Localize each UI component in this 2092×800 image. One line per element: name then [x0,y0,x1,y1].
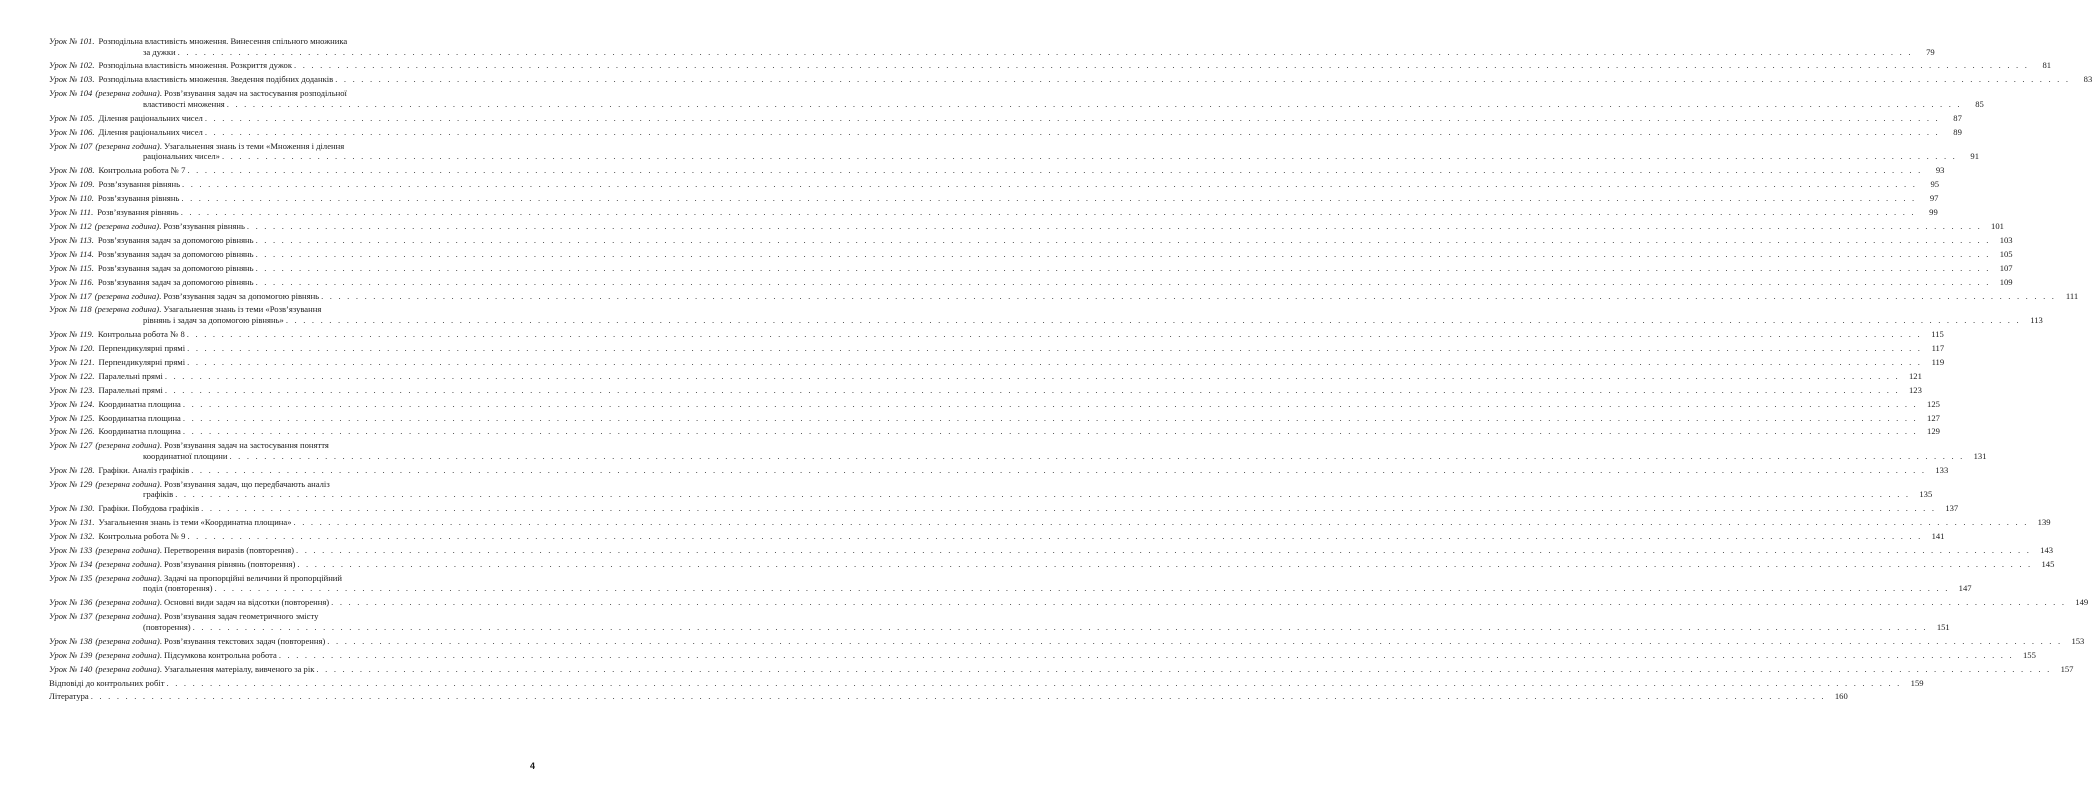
dot-leader: . . . . . . . . . . . . . . . . . . . . . . . . . . . . . . . . . . . . . . . . . . . . . . . . . . . . . . . . . . . . . . . . . . . . . . . . . . . . . . . . . . . . . . . . . . . . . . . . . . . . . . . . . . . . . . . . . . . . . . . . . . . . . . . . . . . . . . . . . . . . . . . . . . . . . . . . . . . . . . . . . . . . . . . . . . . . . . . . . . . . . . . . . . . . . . . . . . . . . . . . [182,179,1918,189]
entry-title: Паралельні прямі [98,384,163,395]
entry-title: Координатна площина [98,398,181,409]
lesson-label: Урок № 108. [49,165,95,176]
toc-entry [49,60,2052,71]
entry-title: . Розв’язування задач на застосування розподільної [159,88,347,99]
toc-entry [49,342,1945,354]
page-ref: 159 [1910,677,1924,688]
lesson-label: Урок № 131. [49,517,95,528]
page-ref: 99 [1929,206,1938,217]
page-ref: 89 [1953,126,1962,137]
toc-entry [49,663,2074,675]
page-ref: 85 [1975,98,1984,109]
toc-entry [49,304,2043,325]
reserve-hour-note: (резервна година) [94,304,160,315]
lesson-label: Урок № 122. [49,370,95,381]
dot-leader: . . . . . . . . . . . . . . . . . . . . . . . . . . . . . . . . . . . . . . . . . . . . . . . . . . . . . . . . . . . . . . . . . . . . . . . . . . . . . . . . . . . . . . . . . . . . . . . . . . . . . . . . . . . . . . . . . . . . . . . . . . . . . . . . . . . . . . . . . . . . . . . . . . . . . . . . . . . . . . . . . . . . . . . . . . . . . . . . . . . . . . . . . . . . . . . . . . . . . . . . [182,398,1918,409]
toc-entry [49,464,1949,476]
dot-leader: . . . . . . . . . . . . . . . . . . . . . . . . . . . . . . . . . . . . . . . . . . . . . . . . . . . . . . . . . . . . . . . . . . . . . . . . . . . . . . . . . . . . . . . . . . . . . . . . . . . . . . . . . . . . . . . . . . . . . . . . . . . . . . . . . . . . . . . . . . . . . . . . . . . . . . . . . . . . . . . . . . . . . . . . . . . . . . . . . . . . . . . . . . . . . . . . . . . . . . . . [175,489,1911,500]
entry-title-continued: за дужки [143,46,176,57]
entry-title: Розв’язування рівнянь [98,179,181,189]
entry-title-continued: (повторення) [143,621,191,632]
lesson-label: Урок № 133 [49,545,93,555]
dot-leader: . . . . . . . . . . . . . . . . . . . . . . . . . . . . . . . . . . . . . . . . . . . . . . . . . . . . . . . . . . . . . . . . . . . . . . . . . . . . . . . . . . . . . . . . . . . . . . . . . . . . . . . . . . . . . . . . . . . . . . . . . . . . . . . . . . . . . . . . . . . . . . . . . . . . . . . . . . . . . . . . . . . . . . . . . . . . . . . . . . . . . . . . . . . . . . . . . . . . . . . . [181,192,1917,203]
dot-leader: . . . . . . . . . . . . . . . . . . . . . . . . . . . . . . . . . . . . . . . . . . . . . . . . . . . . . . . . . . . . . . . . . . . . . . . . . . . . . . . . . . . . . . . . . . . . . . . . . . . . . . . . . . . . . . . . . . . . . . . . . . . . . . . . . . . . . . . . . . . . . . . . . . . . . . . . . . . . . . . . . . . . . . . . . . . . . . . . . . . . . . . . . . . . . . . . . . . . . . . . [166,677,1902,688]
entry-title: . Розв’язування задач, що передбачають аналіз [159,478,330,489]
dot-leader: . . . . . . . . . . . . . . . . . . . . . . . . . . . . . . . . . . . . . . . . . . . . . . . . . . . . . . . . . . . . . . . . . . . . . . . . . . . . . . . . . . . . . . . . . . . . . . . . . . . . . . . . . . . . . . . . . . . . . . . . . . . . . . . . . . . . . . . . . . . . . . . . . . . . . . . . . . . . . . . . . . . . . . . . . . . . . . . . . . . . . . . . . . . . . . . . . . . . . . . . [255,262,1991,273]
dot-leader: . . . . . . . . . . . . . . . . . . . . . . . . . . . . . . . . . . . . . . . . . . . . . . . . . . . . . . . . . . . . . . . . . . . . . . . . . . . . . . . . . . . . . . . . . . . . . . . . . . . . . . . . . . . . . . . . . . . . . . . . . . . . . . . . . . . . . . . . . . . . . . . . . . . . . . . . . . . . . . . . . . . . . . . . . . . . . . . . . . . . . . . . . . . . . . . . . . . . . . . . [293,517,2029,528]
page-ref: 103 [1999,234,2013,245]
page-ref: 127 [1927,412,1940,423]
toc-entry [49,74,2092,85]
dot-leader: . . . . . . . . . . . . . . . . . . . . . . . . . . . . . . . . . . . . . . . . . . . . . . . . . . . . . . . . . . . . . . . . . . . . . . . . . . . . . . . . . . . . . . . . . . . . . . . . . . . . . . . . . . . . . . . . . . . . . . . . . . . . . . . . . . . . . . . . . . . . . . . . . . . . . . . . . . . . . . . . . . . . . . . . . . . . . . . . . . . . . . . . . . . . . . . . . . . . . . . . [316,663,2052,674]
entry-title: Розв’язування задач за допомогою рівнянь [97,248,254,259]
entry-title: Паралельні прямі [98,370,163,381]
page-ref: 149 [2075,597,2089,608]
page-ref: 141 [1931,531,1945,542]
entry-title: Розв’язування рівнянь [97,206,179,217]
entry-title: Контрольна робота № 7 [98,165,186,176]
entry-title: Розподільна властивість множення. Зведення подібних доданків [98,74,334,85]
lesson-label: Урок № 102. [49,60,95,71]
page-ref: 117 [1931,342,1945,353]
lesson-label: Урок № 139 [49,649,93,660]
dot-leader: . . . . . . . . . . . . . . . . . . . . . . . . . . . . . . . . . . . . . . . . . . . . . . . . . . . . . . . . . . . . . . . . . . . . . . . . . . . . . . . . . . . . . . . . . . . . . . . . . . . . . . . . . . . . . . . . . . . . . . . . . . . . . . . . . . . . . . . . . . . . . . . . . . . . . . . . . . . . . . . . . . . . . . . . . . . . . . . . . . . . . . . . . . . . . . . . . . . . . . . . [285,314,2021,325]
dot-leader: . . . . . . . . . . . . . . . . . . . . . . . . . . . . . . . . . . . . . . . . . . . . . . . . . . . . . . . . . . . . . . . . . . . . . . . . . . . . . . . . . . . . . . . . . . . . . . . . . . . . . . . . . . . . . . . . . . . . . . . . . . . . . . . . . . . . . . . . . . . . . . . . . . . . . . . . . . . . . . . . . . . . . . . . . . . . . . . . . . . . . . . . . . . . . . . . . . . . . . . . [255,248,1991,259]
reserve-hour-note: (резервна година) [95,545,160,555]
toc-entry [49,112,1962,124]
dot-leader: . . . . . . . . . . . . . . . . . . . . . . . . . . . . . . . . . . . . . . . . . . . . . . . . . . . . . . . . . . . . . . . . . . . . . . . . . . . . . . . . . . . . . . . . . . . . . . . . . . . . . . . . . . . . . . . . . . . . . . . . . . . . . . . . . . . . . . . . . . . . . . . . . . . . . . . . . . . . . . . . . . . . . . . . . . . . . . . . . . . . . . . . . . . . . . . . . . . . . . . . [187,531,1923,542]
dot-leader: . . . . . . . . . . . . . . . . . . . . . . . . . . . . . . . . . . . . . . . . . . . . . . . . . . . . . . . . . . . . . . . . . . . . . . . . . . . . . . . . . . . . . . . . . . . . . . . . . . . . . . . . . . . . . . . . . . . . . . . . . . . . . . . . . . . . . . . . . . . . . . . . . . . . . . . . . . . . . . . . . . . . . . . . . . . . . . . . . . . . . . . . . . . . . . . . . . . . . . . . [192,621,1928,632]
lesson-label: Урок № 136 [49,597,93,608]
toc-entry [49,426,1940,437]
lesson-label: Урок № 107 [49,140,93,151]
page-ref: 131 [1973,450,1987,461]
lesson-label: Урок № 115. [49,262,94,273]
lesson-label: Урок № 135 [49,572,93,583]
lesson-label: Урок № 129 [49,478,93,489]
dot-leader: . . . . . . . . . . . . . . . . . . . . . . . . . . . . . . . . . . . . . . . . . . . . . . . . . . . . . . . . . . . . . . . . . . . . . . . . . . . . . . . . . . . . . . . . . . . . . . . . . . . . . . . . . . . . . . . . . . . . . . . . . . . . . . . . . . . . . . . . . . . . . . . . . . . . . . . . . . . . . . . . . . . . . . . . . . . . . . . . . . . . . . . . . . . . . . . . . . . . . . . . [187,356,1923,367]
reserve-hour-note: (резервна година) [95,635,160,646]
lesson-label: Урок № 134 [49,558,93,569]
page-ref: 79 [1926,46,1935,57]
page-ref: 155 [2022,649,2036,660]
lesson-label: Урок № 120. [49,342,95,353]
dot-leader: . . . . . . . . . . . . . . . . . . . . . . . . . . . . . . . . . . . . . . . . . . . . . . . . . . . . . . . . . . . . . . . . . . . . . . . . . . . . . . . . . . . . . . . . . . . . . . . . . . . . . . . . . . . . . . . . . . . . . . . . . . . . . . . . . . . . . . . . . . . . . . . . . . . . . . . . . . . . . . . . . . . . . . . . . . . . . . . . . . . . . . . . . . . . . . . . . . . . . . . . [294,60,2030,71]
lesson-label: Урок № 101. [49,36,95,46]
toc-entry [49,126,1962,138]
reserve-hour-note: (резервна година) [95,140,160,151]
dot-leader: . . . . . . . . . . . . . . . . . . . . . . . . . . . . . . . . . . . . . . . . . . . . . . . . . . . . . . . . . . . . . . . . . . . . . . . . . . . . . . . . . . . . . . . . . . . . . . . . . . . . . . . . . . . . . . . . . . . . . . . . . . . . . . . . . . . . . . . . . . . . . . . . . . . . . . . . . . . . . . . . . . . . . . . . . . . . . . . . . . . . . . . . . . . . . . . . . . . . . . . . [204,112,1940,123]
lesson-label: Урок № 128. [49,464,95,475]
entry-title-continued: раціональних чисел» [143,151,220,162]
page-ref: 109 [1999,276,2013,287]
dot-leader: . . . . . . . . . . . . . . . . . . . . . . . . . . . . . . . . . . . . . . . . . . . . . . . . . . . . . . . . . . . . . . . . . . . . . . . . . . . . . . . . . . . . . . . . . . . . . . . . . . . . . . . . . . . . . . . . . . . . . . . . . . . . . . . . . . . . . . . . . . . . . . . . . . . . . . . . . . . . . . . . . . . . . . . . . . . . . . . . . . . . . . . . . . . . . . . . . . . . . . . . [255,276,1991,287]
dot-leader: . . . . . . . . . . . . . . . . . . . . . . . . . . . . . . . . . . . . . . . . . . . . . . . . . . . . . . . . . . . . . . . . . . . . . . . . . . . . . . . . . . . . . . . . . . . . . . . . . . . . . . . . . . . . . . . . . . . . . . . . . . . . . . . . . . . . . . . . . . . . . . . . . . . . . . . . . . . . . . . . . . . . . . . . . . . . . . . . . . . . . . . . . . . . . . . . . . . . . . . . [255,234,1991,245]
lesson-label: Урок № 110. [49,192,94,203]
lesson-label: Урок № 117 [49,290,92,301]
dot-leader: . . . . . . . . . . . . . . . . . . . . . . . . . . . . . . . . . . . . . . . . . . . . . . . . . . . . . . . . . . . . . . . . . . . . . . . . . . . . . . . . . . . . . . . . . . . . . . . . . . . . . . . . . . . . . . . . . . . . . . . . . . . . . . . . . . . . . . . . . . . . . . . . . . . . . . . . . . . . . . . . . . . . . . . . . . . . . . . . . . . . . . . . . . . . . . . . . . . . . . . . [191,464,1927,475]
dot-leader: . . . . . . . . . . . . . . . . . . . . . . . . . . . . . . . . . . . . . . . . . . . . . . . . . . . . . . . . . . . . . . . . . . . . . . . . . . . . . . . . . . . . . . . . . . . . . . . . . . . . . . . . . . . . . . . . . . . . . . . . . . . . . . . . . . . . . . . . . . . . . . . . . . . . . . . . . . . . . . . . . . . . . . . . . . . . . . . . . . . . . . . . . . . . . . . . . . . . . . . . [182,426,1918,437]
dot-leader: . . . . . . . . . . . . . . . . . . . . . . . . . . . . . . . . . . . . . . . . . . . . . . . . . . . . . . . . . . . . . . . . . . . . . . . . . . . . . . . . . . . . . . . . . . . . . . . . . . . . . . . . . . . . . . . . . . . . . . . . . . . . . . . . . . . . . . . . . . . . . . . . . . . . . . . . . . . . . . . . . . . . . . . . . . . . . . . . . . . . . . . . . . . . . . . . . . . . . . . . [180,206,1916,217]
page-ref: 107 [1999,262,2013,273]
reserve-hour-note: (резервна година) [95,649,160,660]
reserve-hour-note: (резервна година) [94,290,160,301]
toc-entry [49,88,1984,109]
toc-entry [49,478,1933,500]
dot-leader: . . . . . . . . . . . . . . . . . . . . . . . . . . . . . . . . . . . . . . . . . . . . . . . . . . . . . . . . . . . . . . . . . . . . . . . . . . . . . . . . . . . . . . . . . . . . . . . . . . . . . . . . . . . . . . . . . . . . . . . . . . . . . . . . . . . . . . . . . . . . . . . . . . . . . . . . . . . . . . . . . . . . . . . . . . . . . . . . . . . . . . . . . . . . . . . . . . . . . . . . [204,126,1940,137]
dot-leader: . . . . . . . . . . . . . . . . . . . . . . . . . . . . . . . . . . . . . . . . . . . . . . . . . . . . . . . . . . . . . . . . . . . . . . . . . . . . . . . . . . . . . . . . . . . . . . . . . . . . . . . . . . . . . . . . . . . . . . . . . . . . . . . . . . . . . . . . . . . . . . . . . . . . . . . . . . . . . . . . . . . . . . . . . . . . . . . . . . . . . . . . . . . . . . . . . . . . . . . . [201,503,1937,514]
reserve-hour-note: (резервна година) [95,611,160,622]
dot-leader: . . . . . . . . . . . . . . . . . . . . . . . . . . . . . . . . . . . . . . . . . . . . . . . . . . . . . . . . . . . . . . . . . . . . . . . . . . . . . . . . . . . . . . . . . . . . . . . . . . . . . . . . . . . . . . . . . . . . . . . . . . . . . . . . . . . . . . . . . . . . . . . . . . . . . . . . . . . . . . . . . . . . . . . . . . . . . . . . . . . . . . . . . . . . . . . . . . . . . . . . [229,450,1965,461]
lesson-label: Урок № 112 [49,220,92,231]
entry-title: . Розв’язування задач геометричного змісту [159,611,319,622]
page-ref: 137 [1945,503,1959,514]
entry-title: Розподільна властивість множення. Винесення спільного множника [98,36,348,46]
toc-entry [49,290,2079,302]
toc-entry [49,517,2051,528]
reserve-hour-note: (резервна година) [95,558,160,569]
entry-title: Координатна площина [98,412,181,423]
page-ref: 97 [1929,192,1939,203]
page-ref: 101 [1991,220,2004,231]
page-ref: 81 [2042,60,2052,71]
lesson-label: Урок № 125. [49,412,95,423]
lesson-label: Урок № 140 [49,663,93,674]
entry-title: . Розв’язування рівнянь (повторення) [159,558,296,569]
toc-entry [49,611,1950,632]
entry-title: Розв’язування рівнянь [97,192,180,203]
toc-entry [49,503,1959,514]
dot-leader: . . . . . . . . . . . . . . . . . . . . . . . . . . . . . . . . . . . . . . . . . . . . . . . . . . . . . . . . . . . . . . . . . . . . . . . . . . . . . . . . . . . . . . . . . . . . . . . . . . . . . . . . . . . . . . . . . . . . . . . . . . . . . . . . . . . . . . . . . . . . . . . . . . . . . . . . . . . . . . . . . . . . . . . . . . . . . . . . . . . . . . . . . . . . . . . . . . . . . . . . [177,46,1913,57]
lesson-label: Урок № 116. [49,276,94,287]
page-ref: 113 [2030,314,2043,325]
toc-entry [49,691,1848,702]
page-ref: 129 [1927,426,1940,437]
lesson-label: Урок № 106. [49,126,95,137]
toc-entry [49,276,2013,288]
entry-title-continued: властивості множення [143,98,225,109]
toc-entry [49,262,2013,274]
dot-leader: . . . . . . . . . . . . . . . . . . . . . . . . . . . . . . . . . . . . . . . . . . . . . . . . . . . . . . . . . . . . . . . . . . . . . . . . . . . . . . . . . . . . . . . . . . . . . . . . . . . . . . . . . . . . . . . . . . . . . . . . . . . . . . . . . . . . . . . . . . . . . . . . . . . . . . . . . . . . . . . . . . . . . . . . . . . . . . . . . . . . . . . . . . . . . . . . . . . . . . . . [296,545,2032,555]
entry-title: . Задачі на пропорційні величини й пропорційний [159,572,342,583]
toc-entry [49,440,1987,461]
toc-entry [49,356,1945,368]
page-ref: 160 [1834,691,1848,702]
entry-title: . Розв’язування рівнянь [159,220,245,231]
lesson-label: Урок № 127 [49,440,93,451]
page-ref: 111 [2065,290,2079,301]
lesson-label: Урок № 105. [49,112,95,123]
toc-entry [49,649,2036,661]
entry-title: Перпендикулярні прямі [98,356,186,367]
lesson-label: Урок № 123. [49,384,95,395]
dot-leader: . . . . . . . . . . . . . . . . . . . . . . . . . . . . . . . . . . . . . . . . . . . . . . . . . . . . . . . . . . . . . . . . . . . . . . . . . . . . . . . . . . . . . . . . . . . . . . . . . . . . . . . . . . . . . . . . . . . . . . . . . . . . . . . . . . . . . . . . . . . . . . . . . . . . . . . . . . . . . . . . . . . . . . . . . . . . . . . . . . . . . . . . . . . . . . . . . . . . . . . . [214,583,1950,594]
reserve-hour-note: (резервна година) [95,88,160,99]
entry-title: Контрольна робота № 9 [98,531,186,542]
page-ref: 135 [1919,489,1933,500]
page-ref: 133 [1935,464,1949,475]
entry-title: Ділення раціональних чисел [98,126,203,137]
toc-entry [49,384,1922,396]
reserve-hour-note: (резервна година) [94,220,160,231]
entry-title: Література [49,691,89,702]
toc-entry [49,677,1924,689]
lesson-label: Урок № 121. [49,356,95,367]
dot-leader: . . . . . . . . . . . . . . . . . . . . . . . . . . . . . . . . . . . . . . . . . . . . . . . . . . . . . . . . . . . . . . . . . . . . . . . . . . . . . . . . . . . . . . . . . . . . . . . . . . . . . . . . . . . . . . . . . . . . . . . . . . . . . . . . . . . . . . . . . . . . . . . . . . . . . . . . . . . . . . . . . . . . . . . . . . . . . . . . . . . . . . . . . . . . . . . . . . . . . . . . [187,165,1923,176]
lesson-label: Урок № 138 [49,635,93,646]
dot-leader: . . . . . . . . . . . . . . . . . . . . . . . . . . . . . . . . . . . . . . . . . . . . . . . . . . . . . . . . . . . . . . . . . . . . . . . . . . . . . . . . . . . . . . . . . . . . . . . . . . . . . . . . . . . . . . . . . . . . . . . . . . . . . . . . . . . . . . . . . . . . . . . . . . . . . . . . . . . . . . . . . . . . . . . . . . . . . . . . . . . . . . . . . . . . . . . . . . . . . . . . [164,384,1900,395]
lesson-label: Урок № 119. [49,328,94,339]
entry-title-continued: рівнянь і задач за допомогою рівнянь» [143,314,284,325]
entry-title-continued: поділ (повторення) [143,583,213,594]
entry-title: . Перетворення виразів (повторення) [159,545,295,555]
page-ref: 157 [2060,663,2074,674]
entry-title: . Основні види задач на відсотки (повторення) [159,597,330,608]
page-ref: 87 [1953,112,1962,123]
dot-leader: . . . . . . . . . . . . . . . . . . . . . . . . . . . . . . . . . . . . . . . . . . . . . . . . . . . . . . . . . . . . . . . . . . . . . . . . . . . . . . . . . . . . . . . . . . . . . . . . . . . . . . . . . . . . . . . . . . . . . . . . . . . . . . . . . . . . . . . . . . . . . . . . . . . . . . . . . . . . . . . . . . . . . . . . . . . . . . . . . . . . . . . . . . . . . . . . . . . . . . . . [331,597,2067,608]
toc-entry [49,248,2013,260]
dot-leader: . . . . . . . . . . . . . . . . . . . . . . . . . . . . . . . . . . . . . . . . . . . . . . . . . . . . . . . . . . . . . . . . . . . . . . . . . . . . . . . . . . . . . . . . . . . . . . . . . . . . . . . . . . . . . . . . . . . . . . . . . . . . . . . . . . . . . . . . . . . . . . . . . . . . . . . . . . . . . . . . . . . . . . . . . . . . . . . . . . . . . . . . . . . . . . . . . . . . . . . . [164,370,1900,381]
lesson-label: Урок № 113. [49,234,94,245]
entry-title: Розв’язування задач за допомогою рівнянь [97,234,254,245]
toc-entry [49,192,1939,204]
toc-entry [49,398,1940,410]
lesson-label: Урок № 132. [49,531,95,542]
entry-title: Розв’язування задач за допомогою рівнянь [97,262,254,273]
lesson-label: Урок № 114. [49,248,94,259]
toc-entry [49,370,1922,382]
page-ref: 83 [2083,74,2092,85]
dot-leader: . . . . . . . . . . . . . . . . . . . . . . . . . . . . . . . . . . . . . . . . . . . . . . . . . . . . . . . . . . . . . . . . . . . . . . . . . . . . . . . . . . . . . . . . . . . . . . . . . . . . . . . . . . . . . . . . . . . . . . . . . . . . . . . . . . . . . . . . . . . . . . . . . . . . . . . . . . . . . . . . . . . . . . . . . . . . . . . . . . . . . . . . . . . . . . . . . . . . . . . . [246,220,1982,231]
entry-title-continued: графіків [143,489,174,500]
page-ref: 147 [1958,583,1972,594]
dot-leader: . . . . . . . . . . . . . . . . . . . . . . . . . . . . . . . . . . . . . . . . . . . . . . . . . . . . . . . . . . . . . . . . . . . . . . . . . . . . . . . . . . . . . . . . . . . . . . . . . . . . . . . . . . . . . . . . . . . . . . . . . . . . . . . . . . . . . . . . . . . . . . . . . . . . . . . . . . . . . . . . . . . . . . . . . . . . . . . . . . . . . . . . . . . . . . . . . . . . . . . . [278,649,2014,660]
reserve-hour-note: (резервна година) [95,572,160,583]
table-of-contents [49,36,2092,705]
entry-title: Контрольна робота № 8 [97,328,185,339]
lesson-label: Урок № 104 [49,88,93,99]
entry-title: Графіки. Побудова графіків [98,503,200,514]
entry-title-continued: координатної площини [143,450,228,461]
dot-leader: . . . . . . . . . . . . . . . . . . . . . . . . . . . . . . . . . . . . . . . . . . . . . . . . . . . . . . . . . . . . . . . . . . . . . . . . . . . . . . . . . . . . . . . . . . . . . . . . . . . . . . . . . . . . . . . . . . . . . . . . . . . . . . . . . . . . . . . . . . . . . . . . . . . . . . . . . . . . . . . . . . . . . . . . . . . . . . . . . . . . . . . . . . . . . . . . . . . . . . . . [90,691,1826,702]
toc-entry [49,206,1938,218]
page-ref: 151 [1936,621,1950,632]
page-ref: 93 [1935,165,1945,176]
page-ref: 115 [1931,328,1944,339]
entry-title: . Підсумкова контрольна робота [159,649,277,660]
toc-entry [49,165,1945,176]
page-number: 4 [530,761,536,771]
toc-entry [49,328,1944,340]
entry-title: Ділення раціональних чисел [98,112,203,123]
entry-title: Узагальнення знань із теми «Координатна площина» [98,517,292,528]
entry-title: . Узагальнення знань із теми «Множення і ділення [159,140,345,151]
dot-leader: . . . . . . . . . . . . . . . . . . . . . . . . . . . . . . . . . . . . . . . . . . . . . . . . . . . . . . . . . . . . . . . . . . . . . . . . . . . . . . . . . . . . . . . . . . . . . . . . . . . . . . . . . . . . . . . . . . . . . . . . . . . . . . . . . . . . . . . . . . . . . . . . . . . . . . . . . . . . . . . . . . . . . . . . . . . . . . . . . . . . . . . . . . . . . . . . . . . . . . . . [187,342,1923,353]
reserve-hour-note: (резервна година) [95,663,160,674]
dot-leader: . . . . . . . . . . . . . . . . . . . . . . . . . . . . . . . . . . . . . . . . . . . . . . . . . . . . . . . . . . . . . . . . . . . . . . . . . . . . . . . . . . . . . . . . . . . . . . . . . . . . . . . . . . . . . . . . . . . . . . . . . . . . . . . . . . . . . . . . . . . . . . . . . . . . . . . . . . . . . . . . . . . . . . . . . . . . . . . . . . . . . . . . . . . . . . . . . . . . . . . . [226,98,1962,109]
dot-leader: . . . . . . . . . . . . . . . . . . . . . . . . . . . . . . . . . . . . . . . . . . . . . . . . . . . . . . . . . . . . . . . . . . . . . . . . . . . . . . . . . . . . . . . . . . . . . . . . . . . . . . . . . . . . . . . . . . . . . . . . . . . . . . . . . . . . . . . . . . . . . . . . . . . . . . . . . . . . . . . . . . . . . . . . . . . . . . . . . . . . . . . . . . . . . . . . . . . . . . . . [327,635,2063,646]
dot-leader: . . . . . . . . . . . . . . . . . . . . . . . . . . . . . . . . . . . . . . . . . . . . . . . . . . . . . . . . . . . . . . . . . . . . . . . . . . . . . . . . . . . . . . . . . . . . . . . . . . . . . . . . . . . . . . . . . . . . . . . . . . . . . . . . . . . . . . . . . . . . . . . . . . . . . . . . . . . . . . . . . . . . . . . . . . . . . . . . . . . . . . . . . . . . . . . . . . . . . . . . [335,74,2071,85]
toc-entry [49,412,1940,424]
lesson-label: Урок № 124. [49,398,95,409]
entry-title: . Розв’язування задач за допомогою рівнянь [159,290,320,301]
dot-leader: . . . . . . . . . . . . . . . . . . . . . . . . . . . . . . . . . . . . . . . . . . . . . . . . . . . . . . . . . . . . . . . . . . . . . . . . . . . . . . . . . . . . . . . . . . . . . . . . . . . . . . . . . . . . . . . . . . . . . . . . . . . . . . . . . . . . . . . . . . . . . . . . . . . . . . . . . . . . . . . . . . . . . . . . . . . . . . . . . . . . . . . . . . . . . . . . . . . . . . . . [297,558,2033,569]
lesson-label: Урок № 111. [49,206,94,217]
entry-title: Координатна площина [98,426,181,437]
page-ref: 105 [1999,248,2013,259]
toc-entry [49,635,2085,647]
toc-entry [49,234,2013,246]
page-ref: 123 [1908,384,1922,395]
page-ref: 95 [1930,179,1940,189]
lesson-label: Урок № 130. [49,503,95,514]
page-ref: 119 [1931,356,1945,367]
entry-title: Розподільна властивість множення. Розкриття дужок [98,60,293,71]
entry-title: Відповіді до контрольних робіт [49,677,165,688]
page-ref: 139 [2037,517,2051,528]
toc-entry [49,572,1972,594]
entry-title: . Узагальнення матеріалу, вивченого за рік [159,663,315,674]
lesson-label: Урок № 118 [49,304,92,315]
toc-entry [49,220,2004,232]
toc-entry [49,545,2054,556]
entry-title: Розв’язування задач за допомогою рівнянь [97,276,254,287]
dot-leader: . . . . . . . . . . . . . . . . . . . . . . . . . . . . . . . . . . . . . . . . . . . . . . . . . . . . . . . . . . . . . . . . . . . . . . . . . . . . . . . . . . . . . . . . . . . . . . . . . . . . . . . . . . . . . . . . . . . . . . . . . . . . . . . . . . . . . . . . . . . . . . . . . . . . . . . . . . . . . . . . . . . . . . . . . . . . . . . . . . . . . . . . . . . . . . . . . . . . . . . . [182,412,1918,423]
dot-leader: . . . . . . . . . . . . . . . . . . . . . . . . . . . . . . . . . . . . . . . . . . . . . . . . . . . . . . . . . . . . . . . . . . . . . . . . . . . . . . . . . . . . . . . . . . . . . . . . . . . . . . . . . . . . . . . . . . . . . . . . . . . . . . . . . . . . . . . . . . . . . . . . . . . . . . . . . . . . . . . . . . . . . . . . . . . . . . . . . . . . . . . . . . . . . . . . . . . . . . . . [186,328,1922,339]
toc-entry [49,558,2055,570]
entry-title: . Розв’язування задач на застосування поняття [159,440,329,451]
toc-entry [49,140,1980,162]
toc-entry [49,36,1935,57]
page-ref: 91 [1970,151,1980,162]
dot-leader: . . . . . . . . . . . . . . . . . . . . . . . . . . . . . . . . . . . . . . . . . . . . . . . . . . . . . . . . . . . . . . . . . . . . . . . . . . . . . . . . . . . . . . . . . . . . . . . . . . . . . . . . . . . . . . . . . . . . . . . . . . . . . . . . . . . . . . . . . . . . . . . . . . . . . . . . . . . . . . . . . . . . . . . . . . . . . . . . . . . . . . . . . . . . . . . . . . . . . . . . [321,290,2057,301]
toc-entry [49,531,1945,542]
entry-title: . Розв’язування текстових задач (повторення) [159,635,326,646]
page-ref: 153 [2071,635,2085,646]
reserve-hour-note: (резервна година) [95,597,160,608]
reserve-hour-note: (резервна година) [95,440,160,451]
page-ref: 121 [1908,370,1922,381]
lesson-label: Урок № 103. [49,74,95,85]
lesson-label: Урок № 137 [49,611,93,622]
toc-entry [49,179,1940,190]
lesson-label: Урок № 109. [49,179,95,189]
entry-title: Перпендикулярні прямі [98,342,186,353]
entry-title: Графіки. Аналіз графіків [98,464,190,475]
lesson-label: Урок № 126. [49,426,95,437]
page-ref: 125 [1927,398,1940,409]
page-ref: 145 [2041,558,2055,569]
toc-entry [49,597,2089,608]
reserve-hour-note: (резервна година) [95,478,160,489]
entry-title: . Узагальнення знань із теми «Розв’язування [159,304,322,315]
page-ref: 143 [2040,545,2054,555]
dot-leader: . . . . . . . . . . . . . . . . . . . . . . . . . . . . . . . . . . . . . . . . . . . . . . . . . . . . . . . . . . . . . . . . . . . . . . . . . . . . . . . . . . . . . . . . . . . . . . . . . . . . . . . . . . . . . . . . . . . . . . . . . . . . . . . . . . . . . . . . . . . . . . . . . . . . . . . . . . . . . . . . . . . . . . . . . . . . . . . . . . . . . . . . . . . . . . . . . . . . . . . . [221,151,1958,162]
